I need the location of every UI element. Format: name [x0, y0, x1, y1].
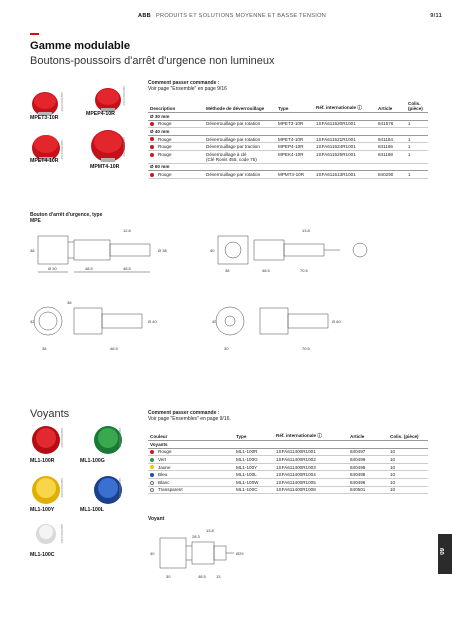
table-group-row: Ø 30 mm: [148, 113, 428, 121]
order-info: [148, 80, 227, 92]
table-row: Rouge Déverrouillage par traction MPEP4-10R 1SFA611524R1001 841166 1: [148, 143, 428, 151]
table-row: Transparent ML1-100C 1SFA611400R1008 840501 10: [148, 486, 428, 494]
table-header-row: Couleur Type Réf. internationale ⓘ Article Colis. (pièce): [148, 432, 428, 441]
photo-code: 2SFC0011B55: [60, 524, 64, 544]
voyants-table: [148, 432, 428, 494]
table-row: Rouge Déverrouillage par rotation MPET3-10R 1SFA611520R1001 841576 1: [148, 120, 428, 128]
order-info-voyants: [148, 410, 231, 422]
svg-text:48.5: 48.5: [262, 268, 270, 273]
section-title-voyants: Voyants: [30, 408, 70, 420]
brand-logo: ABB: [138, 13, 152, 19]
svg-text:40: 40: [210, 248, 215, 253]
svg-text:48.5: 48.5: [123, 266, 131, 271]
photo-code: 2SFC0011B55: [60, 428, 64, 448]
order-info-text: Voir page "Ensembles" en page 9/16.: [148, 416, 231, 422]
accent-bar: [30, 33, 39, 35]
svg-text:40: 40: [150, 551, 155, 556]
table-row: Jaune ML1-100Y 1SFA611400R1003 840495 10: [148, 463, 428, 471]
section-subtitle: Boutons-poussoirs d'arrêt d'urgence non lumineux: [30, 55, 275, 67]
page-number: 9/11: [430, 13, 442, 19]
col-header: Colis. (pièce): [406, 100, 428, 113]
drawing-caption-voyant: Voyant: [148, 516, 165, 522]
product-label: ML1-100R: [30, 458, 55, 464]
page-header: [0, 10, 452, 24]
table-row: Rouge Déverrouillage par rotation MPET4-10R 1SFA611521R1001 841184 1: [148, 135, 428, 143]
product-label: ML1-100C: [30, 552, 55, 558]
svg-text:12.8: 12.8: [123, 228, 131, 233]
svg-text:13.8: 13.8: [302, 228, 310, 233]
order-info-title: Comment passer commande :: [148, 410, 220, 416]
product-label: MPMT4-10R: [90, 164, 120, 170]
chapter-tab: [438, 534, 452, 574]
table-header-row: [148, 100, 428, 113]
col-header: Article: [376, 100, 406, 113]
drawing-caption: Bouton d'arrêt d'urgence, type MPE: [30, 212, 103, 224]
svg-text:42: 42: [30, 319, 35, 324]
svg-text:Ø29: Ø29: [236, 551, 244, 556]
svg-text:40: 40: [212, 319, 217, 324]
svg-text:30: 30: [224, 346, 229, 351]
svg-text:Ø 40: Ø 40: [148, 319, 157, 324]
product-label: MPET4-10R: [30, 158, 59, 164]
table-group-row: Ø 60 mm: [148, 163, 428, 171]
svg-text:48.5: 48.5: [85, 266, 93, 271]
table-row: Rouge ML1-100R 1SFA611400R1001 840497 10: [148, 448, 428, 456]
product-label: ML1-100G: [80, 458, 105, 464]
product-photos: [30, 86, 145, 186]
product-label: MPEP4-10R: [86, 111, 115, 117]
table-row: Blanc ML1-100W 1SFA611400R1005 840496 10: [148, 478, 428, 486]
voyant-dimension-drawing: [148, 524, 268, 584]
product-label: ML1-100L: [80, 507, 104, 513]
product-label: ML1-100Y: [30, 507, 55, 513]
section-title: Gamme modulable: [30, 40, 131, 52]
table-group-row: Voyants: [148, 441, 428, 449]
svg-text:28.3: 28.3: [192, 534, 200, 539]
svg-text:38: 38: [42, 346, 47, 351]
svg-text:70.5: 70.5: [300, 268, 308, 273]
product-table: [148, 100, 428, 179]
col-header: Réf. internationale ⓘ: [314, 100, 376, 113]
svg-text:38: 38: [30, 248, 35, 253]
emergency-buttons-photo: [30, 86, 145, 186]
photo-code: 2SFC0011B55: [60, 92, 64, 112]
photo-code: 2SFC0011B55: [122, 86, 126, 106]
table-row: Bleu ML1-100L 1SFA611400R1004 840498 10: [148, 471, 428, 479]
svg-text:30: 30: [166, 574, 171, 579]
photo-code: 2SFC0011B55: [122, 137, 126, 157]
svg-text:70.5: 70.5: [302, 346, 310, 351]
order-info-text: Voir page "Ensemble" en page 9/16: [148, 86, 227, 92]
table-row: Rouge Déverrouillage à clé (Clé Ronis 455, code 75) MPEK4-10R 1SFA611525R1001 841168 1: [148, 150, 428, 163]
svg-text:13: 13: [216, 574, 221, 579]
svg-text:Ø 60: Ø 60: [332, 319, 341, 324]
col-header: Type: [276, 100, 314, 113]
pilot-lights-photo: [30, 424, 130, 544]
dimension-drawings: [30, 226, 430, 366]
photo-code: 2SFC0011B55: [60, 478, 64, 498]
svg-text:13.8: 13.8: [206, 528, 214, 533]
order-info-title: Comment passer commande :: [148, 80, 220, 86]
chapter-number: 09: [440, 548, 446, 555]
svg-text:Ø 30: Ø 30: [48, 266, 57, 271]
col-header: Méthode de déverrouillage: [204, 100, 276, 113]
svg-text:38: 38: [225, 268, 230, 273]
col-header: Description: [148, 100, 204, 113]
photo-code: 2SFC0011B55: [60, 140, 64, 160]
product-label: MPET3-10R: [30, 115, 59, 121]
table-group-row: Ø 40 mm: [148, 128, 428, 136]
header-subtitle: PRODUITS ET SOLUTIONS MOYENNE ET BASSE TENSION: [156, 13, 327, 19]
table-row: Vert ML1-100G 1SFA611400R1002 840499 10: [148, 456, 428, 464]
table-row: Rouge Déverrouillage par rotation MPMT4-10R 1SFA611513R1001 840290 1: [148, 171, 428, 179]
photo-code: 2SFC0011B55: [118, 428, 122, 448]
svg-text:Ø 38: Ø 38: [158, 248, 167, 253]
svg-text:48.5: 48.5: [110, 346, 118, 351]
photo-code: 2SFC0011B55: [118, 478, 122, 498]
svg-text:48.5: 48.5: [198, 574, 206, 579]
svg-text:38: 38: [67, 300, 72, 305]
